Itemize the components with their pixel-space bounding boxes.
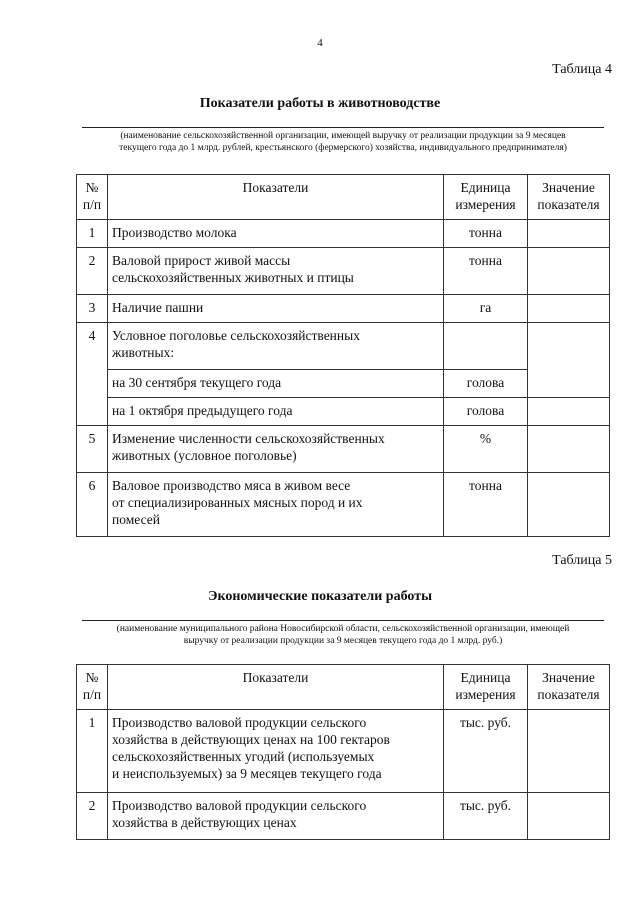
row-name-line: Производство валовой продукции сельского — [112, 798, 367, 813]
row-unit — [444, 323, 528, 370]
row-name-line: сельскохозяйственных угодий (используемых — [112, 749, 375, 764]
row-unit: % — [444, 426, 528, 473]
header-unit-line-2: измерения — [455, 687, 516, 702]
header-name: Показатели — [108, 175, 444, 220]
table-5-note-line-2: выручку от реализации продукции за 9 месяцев текущего года до 1 млрд. руб.) — [183, 636, 503, 646]
row-value — [528, 323, 610, 370]
row-num — [77, 398, 108, 426]
row-name-line: хозяйства в действующих ценах на 100 гектаров — [112, 732, 390, 747]
header-value — [528, 175, 610, 220]
row-num: 1 — [77, 710, 108, 793]
row-value — [528, 248, 610, 295]
table-5-note — [78, 623, 608, 647]
header-num-line-2: п/п — [82, 687, 102, 702]
row-name-line: Производство молока — [112, 225, 237, 240]
table-row — [77, 370, 610, 398]
row-name-line: Наличие пашни — [112, 300, 204, 315]
header-value — [528, 665, 610, 710]
table-row — [77, 710, 610, 793]
row-unit: тонна — [444, 473, 528, 537]
row-value — [528, 220, 610, 248]
row-num: 5 — [77, 426, 108, 473]
row-num: 1 — [77, 220, 108, 248]
row-num: 6 — [77, 473, 108, 537]
table-row — [77, 248, 610, 295]
row-name — [108, 398, 444, 426]
row-num: 2 — [77, 248, 108, 295]
row-unit: голова — [444, 370, 528, 398]
row-name-line: животных (условное поголовье) — [112, 448, 297, 463]
header-unit-line-1: Единица — [460, 180, 511, 195]
row-name-line: Производство валовой продукции сельского — [112, 715, 367, 730]
header-num-line-1: № — [85, 180, 99, 195]
header-num-line-1: № — [85, 670, 99, 685]
table-row — [77, 473, 610, 537]
row-num: 3 — [77, 295, 108, 323]
row-name — [108, 473, 444, 537]
header-value-line-2: показателя — [537, 197, 600, 212]
row-name — [108, 793, 444, 840]
table-row — [77, 398, 610, 426]
header-value-line-1: Значение — [542, 670, 595, 685]
row-name-line: от специализированных мясных пород и их — [112, 495, 363, 510]
header-num — [77, 665, 108, 710]
row-num: 4 — [77, 323, 108, 370]
row-name — [108, 248, 444, 295]
row-unit: голова — [444, 398, 528, 426]
row-value — [528, 370, 610, 398]
row-name-line: Изменение численности сельскохозяйственных — [112, 431, 385, 446]
row-name-line: Валовое производство мяса в живом весе — [112, 478, 351, 493]
row-unit: тонна — [444, 220, 528, 248]
row-unit: га — [444, 295, 528, 323]
table-4-underline — [82, 127, 604, 128]
header-unit — [444, 175, 528, 220]
row-value — [528, 710, 610, 793]
row-name — [108, 426, 444, 473]
header-unit — [444, 665, 528, 710]
table-5-underline — [82, 620, 604, 621]
table-5-title: Экономические показатели работы — [207, 589, 433, 604]
row-name — [108, 710, 444, 793]
row-name-line: животных: — [112, 345, 175, 360]
row-unit: тонна — [444, 248, 528, 295]
table-5 — [76, 664, 610, 840]
header-value-line-1: Значение — [542, 180, 595, 195]
row-name — [108, 220, 444, 248]
row-value — [528, 398, 610, 426]
row-unit: тыс. руб. — [444, 710, 528, 793]
row-name-line: на 30 сентября текущего года — [112, 375, 282, 390]
header-unit-line-1: Единица — [460, 670, 511, 685]
table-4-header-row — [77, 175, 610, 220]
row-name-line: сельскохозяйственных животных и птицы — [112, 270, 354, 285]
row-value — [528, 793, 610, 840]
row-name-line: Условное поголовье сельскохозяйственных — [112, 328, 360, 343]
table-row — [77, 323, 610, 370]
table-4-note-line-2: текущего года до 1 млрд. рублей, крестьянского (фермерского) хозяйства, индивидуального предпринимателя) — [119, 143, 567, 153]
header-name: Показатели — [108, 665, 444, 710]
row-name-line: на 1 октября предыдущего года — [112, 403, 293, 418]
header-value-line-2: показателя — [537, 687, 600, 702]
table-row — [77, 426, 610, 473]
table-4 — [76, 174, 610, 537]
row-unit: тыс. руб. — [444, 793, 528, 840]
table-4-note-line-1: (наименование сельскохозяйственной организации, имеющей выручку от реализации продукции за 9 месяцев — [120, 131, 566, 141]
row-value — [528, 426, 610, 473]
header-unit-line-2: измерения — [455, 197, 516, 212]
table-4-title: Показатели работы в животноводстве — [199, 96, 441, 111]
table-4-note — [78, 130, 608, 154]
header-num-line-2: п/п — [82, 197, 102, 212]
header-num — [77, 175, 108, 220]
row-name — [108, 295, 444, 323]
table-row — [77, 220, 610, 248]
row-name-line: Валовой прирост живой массы — [112, 253, 291, 268]
row-num — [77, 370, 108, 398]
table-row — [77, 295, 610, 323]
row-name-line: помесей — [112, 512, 160, 527]
row-name-line: хозяйства в действующих ценах — [112, 815, 297, 830]
table-5-header-row — [77, 665, 610, 710]
row-name-line: и неиспользуемых) за 9 месяцев текущего года — [112, 766, 382, 781]
table-5-label: Таблица 5 — [552, 553, 612, 568]
row-name — [108, 323, 444, 370]
row-value — [528, 295, 610, 323]
page-number: 4 — [317, 37, 323, 49]
row-num: 2 — [77, 793, 108, 840]
table-5-note-line-1: (наименование муниципального района Новосибирской области, сельскохозяйственной организации, имеющей — [116, 624, 570, 634]
table-row — [77, 793, 610, 840]
row-name — [108, 370, 444, 398]
table-4-label: Таблица 4 — [552, 62, 612, 77]
row-value — [528, 473, 610, 537]
